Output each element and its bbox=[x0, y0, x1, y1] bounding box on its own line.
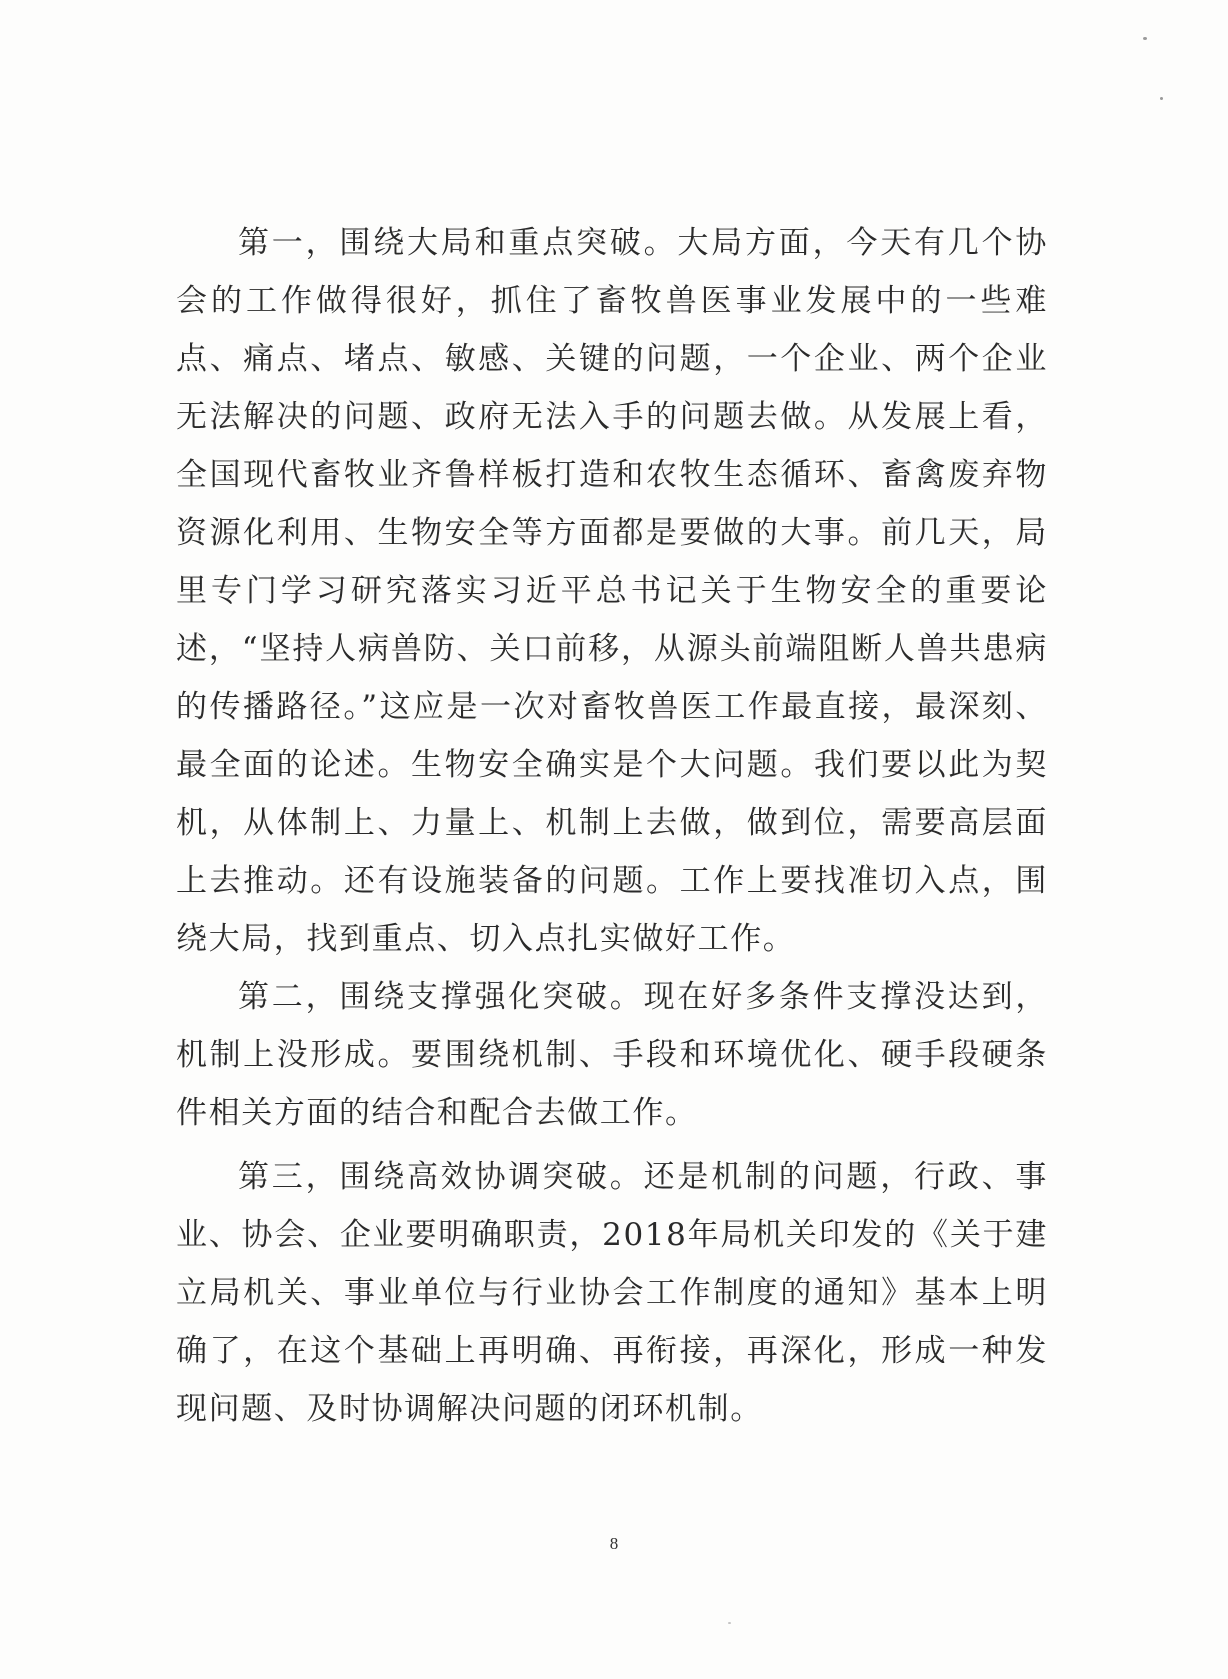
document-body bbox=[176, 214, 1048, 1438]
paragraph-third: 第三，围绕高效协调突破。还是机制的问题，行政、事业、协会、企业要明确职责，2018年局机关印发的《关于建立局机关、事业单位与行业协会工作制度的通知》基本上明确了，在这个基础上再明确、再衔接，再深化，形成一种发现问题、及时协调解决问题的闭环机制。 bbox=[176, 1159, 1048, 1427]
scan-speck bbox=[1160, 97, 1163, 100]
paragraph-second: 第二，围绕支撑强化突破。现在好多条件支撑没达到，机制上没形成。要围绕机制、手段和环境优化、硬手段硬条件相关方面的结合和配合去做工作。 bbox=[176, 979, 1048, 1131]
scan-speck bbox=[728, 1622, 731, 1624]
page-number: 8 bbox=[609, 1534, 619, 1553]
paragraph-first: 第一，围绕大局和重点突破。大局方面，今天有几个协会的工作做得很好，抓住了畜牧兽医事业发展中的一些难点、痛点、堵点、敏感、关键的问题，一个企业、两个企业无法解决的问题、政府无法入手的问题去做。从发展上看，全国现代畜牧业齐鲁样板打造和农牧生态循环、畜禽废弃物资源化利用、生物安全等方面都是要做的大事。前几天，局里专门学习研究落实习近平总书记关于生物安全的重要论述，“坚持人病兽防、关口前移，从源头前端阻断人兽共患病的传播路径。”这应是一次对畜牧兽医工作最直接，最深刻、最全面的论述。生物安全确实是个大问题。我们要以此为契机，从体制上、力量上、机制上去做，做到位，需要高层面上去推动。还有设施装备的问题。工作上要找准切入点，围绕大局，找到重点、切入点扎实做好工作。 bbox=[176, 225, 1048, 957]
scan-speck bbox=[1143, 37, 1147, 40]
